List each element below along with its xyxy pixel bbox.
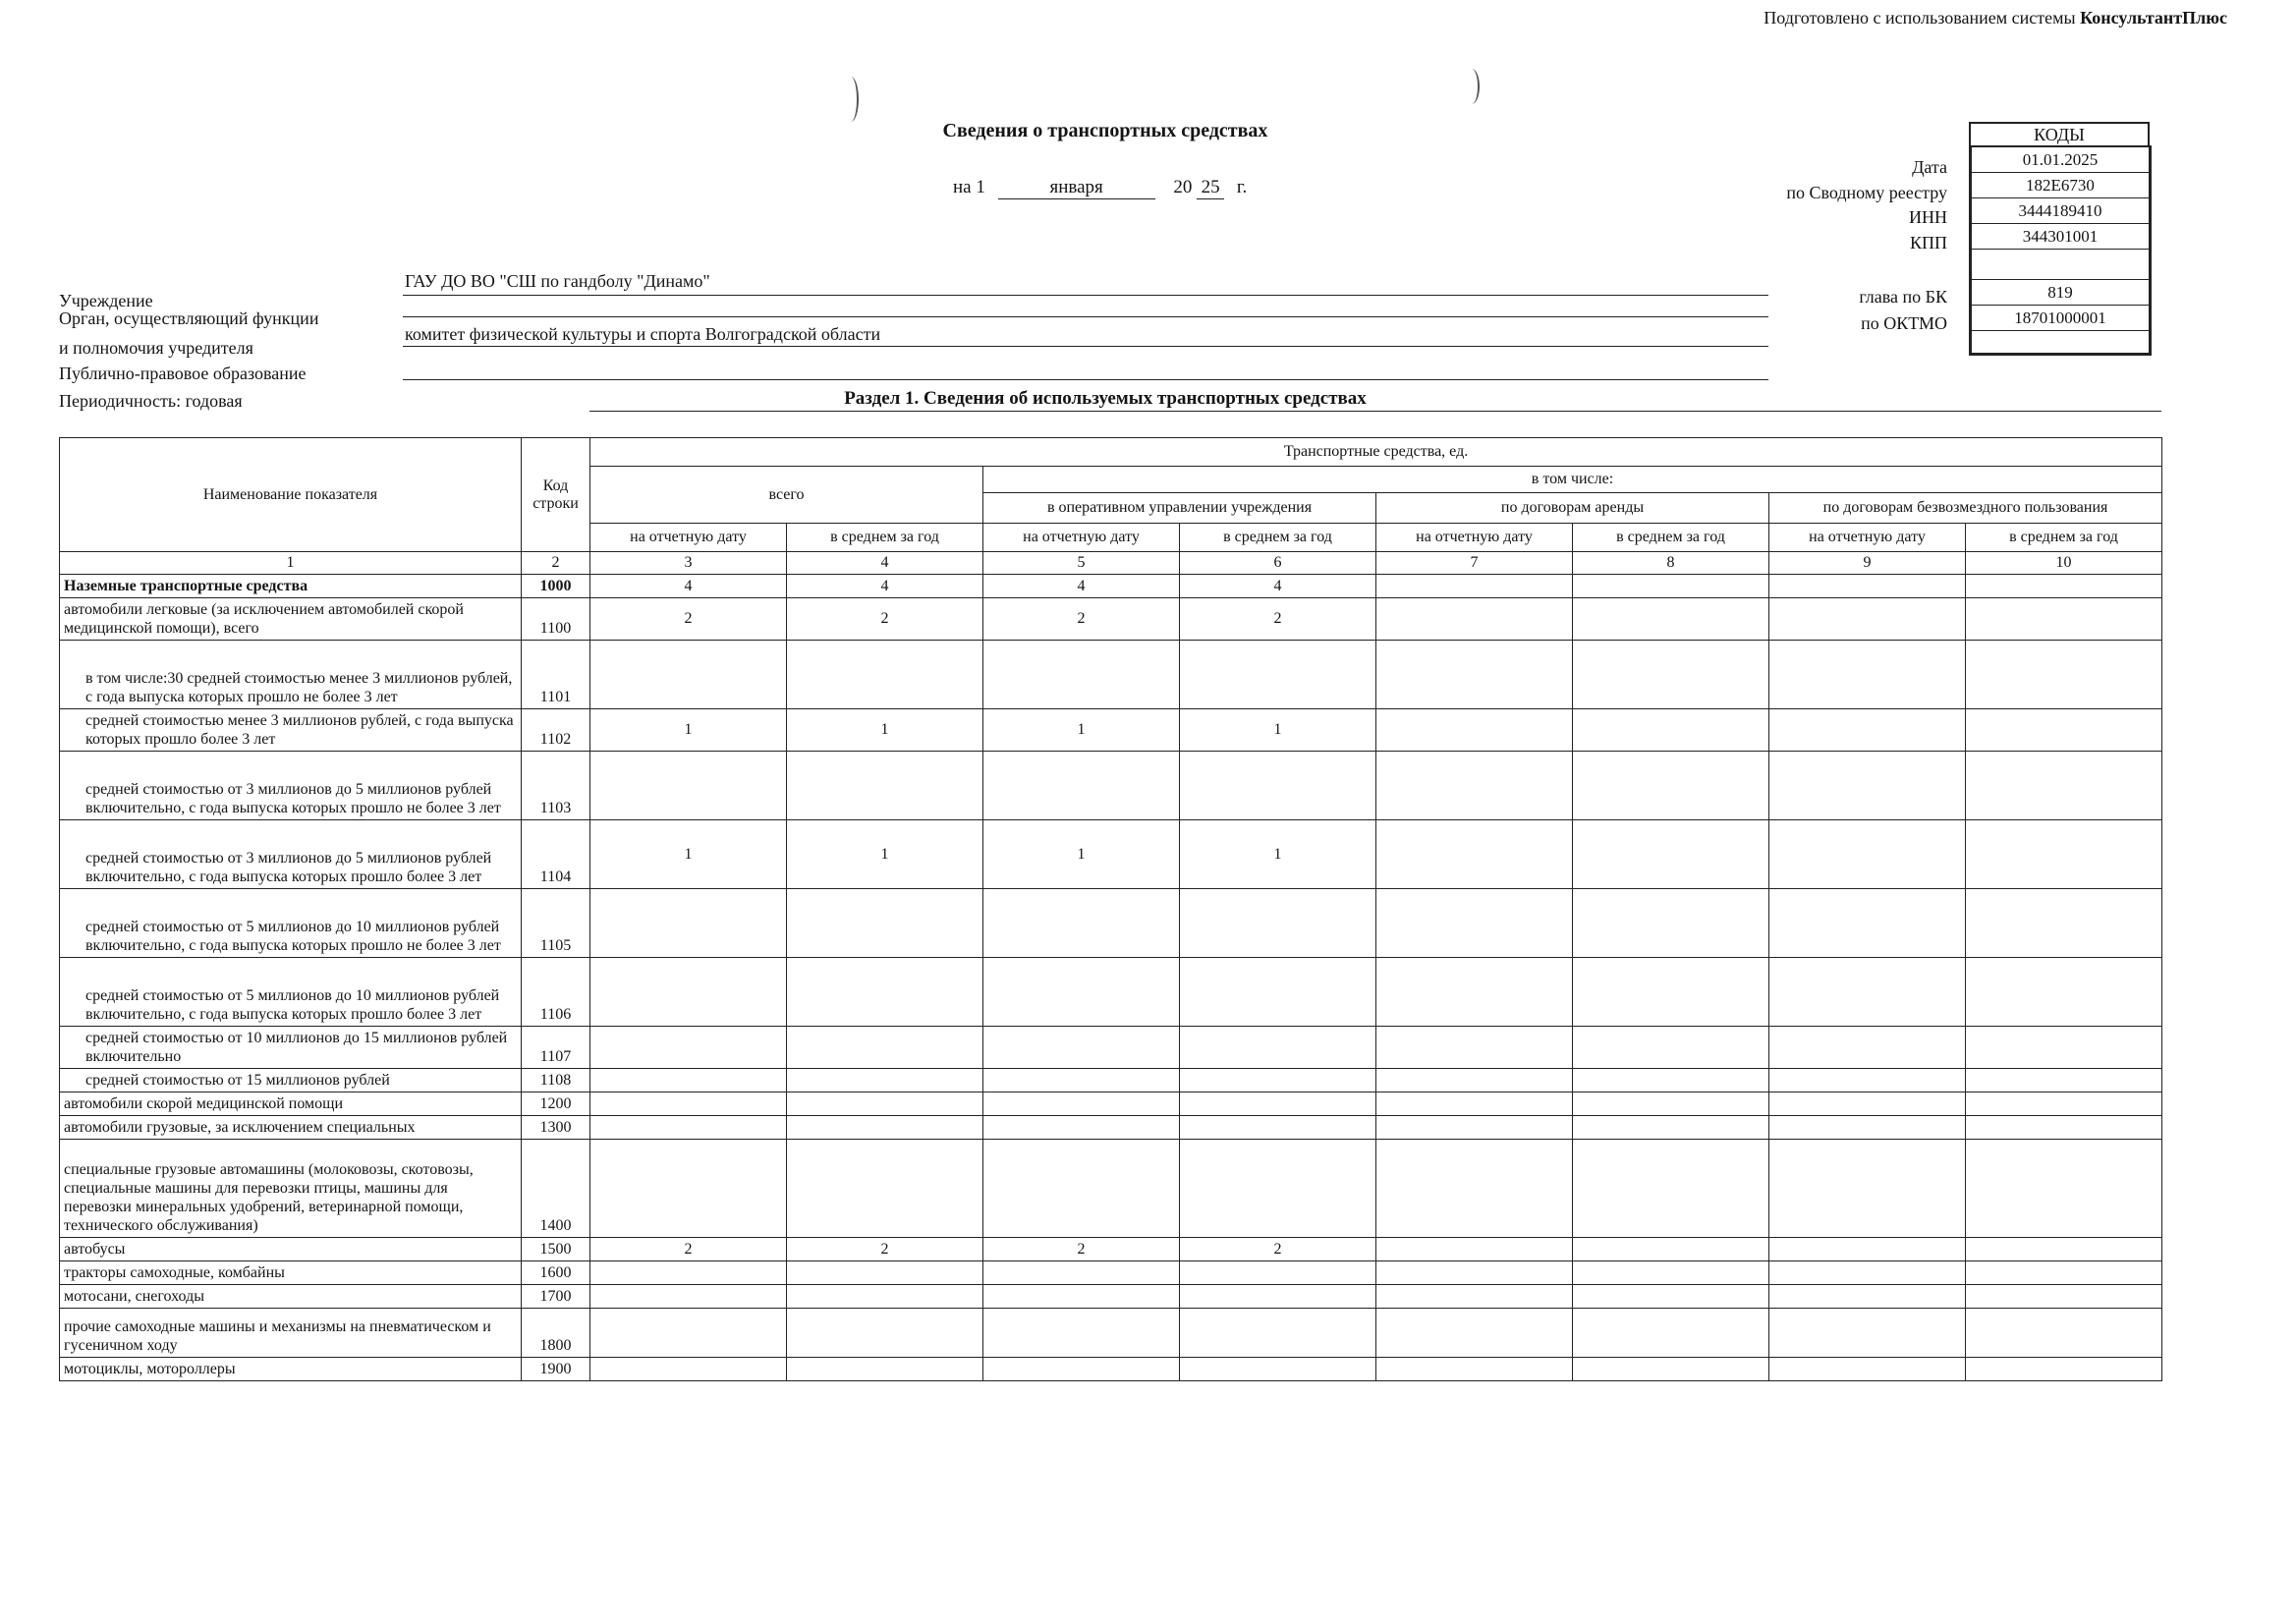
row-value-col-5: 4 xyxy=(983,575,1180,598)
col-num-9: 9 xyxy=(1769,552,1966,575)
row-value-col-6: 4 xyxy=(1180,575,1376,598)
row-value-col-10 xyxy=(1966,1285,2162,1309)
col-num-1: 1 xyxy=(60,552,522,575)
row-value-col-6 xyxy=(1180,641,1376,709)
row-value-col-5 xyxy=(983,1261,1180,1285)
row-value-col-6 xyxy=(1180,1358,1376,1381)
row-value-col-8 xyxy=(1573,1285,1769,1309)
date-prefix: на 1 xyxy=(953,177,985,197)
row-value-col-5 xyxy=(983,1069,1180,1092)
date-year-prefix: 20 xyxy=(1173,177,1193,197)
row-name: Наземные транспортные средства xyxy=(60,575,522,598)
code-oktmo-value: 18701000001 xyxy=(1972,306,2149,331)
row-name: мотосани, снегоходы xyxy=(60,1285,522,1309)
uchrezhdenie-value: ГАУ ДО ВО "СШ по гандболу "Динамо" xyxy=(405,271,710,291)
row-value-col-6 xyxy=(1180,1140,1376,1238)
table-row xyxy=(60,641,2162,709)
row-value-col-7 xyxy=(1376,575,1573,598)
row-value-col-5 xyxy=(983,958,1180,1027)
row-value-col-10 xyxy=(1966,1140,2162,1238)
row-value-col-6 xyxy=(1180,1092,1376,1116)
prepared-note xyxy=(1764,8,2227,28)
row-value-col-7 xyxy=(1376,958,1573,1027)
header-transport: Транспортные средства, ед. xyxy=(590,438,2162,467)
table-row xyxy=(60,598,2162,641)
row-code: 1300 xyxy=(522,1116,590,1140)
row-value-col-3 xyxy=(590,889,787,958)
row-code: 1104 xyxy=(522,820,590,889)
row-value-col-8 xyxy=(1573,598,1769,641)
codes-box xyxy=(1969,145,2152,356)
table-body xyxy=(60,575,2162,1381)
row-value-col-9 xyxy=(1769,820,1966,889)
periodicity-label: Периодичность: годовая xyxy=(59,391,243,411)
row-value-col-9 xyxy=(1769,1238,1966,1261)
row-name: в том числе:30 средней стоимостью менее 3 миллионов рублей, с года выпуска которых прошло не более 3 лет xyxy=(60,641,522,709)
code-blank-row xyxy=(1972,331,2149,353)
row-name: средней стоимостью менее 3 миллионов рублей, с года выпуска которых прошло более 3 лет xyxy=(60,709,522,752)
row-value-col-10 xyxy=(1966,1027,2162,1069)
table-row xyxy=(60,575,2162,598)
scan-mark-right xyxy=(1464,69,1480,104)
row-value-col-9 xyxy=(1769,709,1966,752)
row-value-col-4 xyxy=(787,1261,983,1285)
table-row xyxy=(60,1092,2162,1116)
organ-line-top xyxy=(403,316,1768,317)
scan-mark-left xyxy=(843,77,859,122)
row-value-col-6 xyxy=(1180,1116,1376,1140)
row-value-col-5 xyxy=(983,889,1180,958)
row-value-col-6 xyxy=(1180,1261,1376,1285)
table-row xyxy=(60,820,2162,889)
header-oper-na-datu: на отчетную дату xyxy=(983,524,1180,552)
row-value-col-5 xyxy=(983,641,1180,709)
row-value-col-7 xyxy=(1376,1358,1573,1381)
code-glava-label: глава по БК xyxy=(1859,287,1947,307)
row-value-col-5 xyxy=(983,1358,1180,1381)
row-value-col-8 xyxy=(1573,958,1769,1027)
row-code: 1105 xyxy=(522,889,590,958)
col-num-8: 8 xyxy=(1573,552,1769,575)
row-value-col-5 xyxy=(983,1092,1180,1116)
organ-label-1: Орган, осуществляющий функции xyxy=(59,308,319,328)
row-code: 1400 xyxy=(522,1140,590,1238)
col-num-7: 7 xyxy=(1376,552,1573,575)
col-num-10: 10 xyxy=(1966,552,2162,575)
row-value-col-10 xyxy=(1966,1238,2162,1261)
row-value-col-5 xyxy=(983,1027,1180,1069)
row-value-col-3 xyxy=(590,1092,787,1116)
row-name: тракторы самоходные, комбайны xyxy=(60,1261,522,1285)
row-value-col-10 xyxy=(1966,641,2162,709)
table-row xyxy=(60,1069,2162,1092)
row-value-col-5 xyxy=(983,1309,1180,1358)
table-row xyxy=(60,1140,2162,1238)
row-value-col-5: 1 xyxy=(983,820,1180,889)
row-value-col-10 xyxy=(1966,575,2162,598)
row-value-col-4: 1 xyxy=(787,820,983,889)
row-value-col-7 xyxy=(1376,889,1573,958)
row-name: мотоциклы, мотороллеры xyxy=(60,1358,522,1381)
row-value-col-8 xyxy=(1573,641,1769,709)
row-code: 1100 xyxy=(522,598,590,641)
header-name: Наименование показателя xyxy=(60,438,522,552)
document-title: Сведения о транспортных средствах xyxy=(942,120,1268,141)
code-reestr-label: по Сводному реестру xyxy=(1786,183,1947,202)
col-num-5: 5 xyxy=(983,552,1180,575)
row-value-col-3: 2 xyxy=(590,598,787,641)
uchrezhdenie-line xyxy=(403,295,1768,296)
prepared-prefix: Подготовлено с использованием системы xyxy=(1764,8,2076,28)
header-vsego-na-datu: на отчетную дату xyxy=(590,524,787,552)
table-row xyxy=(60,1358,2162,1381)
row-value-col-4 xyxy=(787,1140,983,1238)
header-vsego-srednee: в среднем за год xyxy=(787,524,983,552)
row-value-col-6 xyxy=(1180,958,1376,1027)
row-value-col-6: 1 xyxy=(1180,820,1376,889)
section-rule xyxy=(589,411,2161,412)
code-glava-value: 819 xyxy=(1972,280,2149,306)
row-value-col-3 xyxy=(590,1116,787,1140)
row-code: 1107 xyxy=(522,1027,590,1069)
row-name: средней стоимостью от 3 миллионов до 5 миллионов рублей включительно, с года выпуска которых прошло более 3 лет xyxy=(60,820,522,889)
row-value-col-9 xyxy=(1769,752,1966,820)
row-name: средней стоимостью от 3 миллионов до 5 миллионов рублей включительно, с года выпуска которых прошло не более 3 лет xyxy=(60,752,522,820)
consultant-brand: КонсультантПлюс xyxy=(2080,8,2227,28)
row-value-col-9 xyxy=(1769,889,1966,958)
row-value-col-8 xyxy=(1573,1092,1769,1116)
row-value-col-7 xyxy=(1376,752,1573,820)
row-value-col-7 xyxy=(1376,641,1573,709)
row-value-col-4: 1 xyxy=(787,709,983,752)
row-value-col-4 xyxy=(787,1116,983,1140)
row-value-col-8 xyxy=(1573,752,1769,820)
header-oper-srednee: в среднем за год xyxy=(1180,524,1376,552)
row-value-col-10 xyxy=(1966,820,2162,889)
row-code: 1500 xyxy=(522,1238,590,1261)
row-code: 1103 xyxy=(522,752,590,820)
row-value-col-5: 2 xyxy=(983,598,1180,641)
organ-value: комитет физической культуры и спорта Волгоградской области xyxy=(405,324,881,344)
row-value-col-6 xyxy=(1180,1027,1376,1069)
row-value-col-4 xyxy=(787,1358,983,1381)
row-value-col-8 xyxy=(1573,1069,1769,1092)
row-name: автобусы xyxy=(60,1238,522,1261)
row-name: средней стоимостью от 10 миллионов до 15 миллионов рублей включительно xyxy=(60,1027,522,1069)
row-value-col-3 xyxy=(590,1358,787,1381)
row-value-col-8 xyxy=(1573,1116,1769,1140)
row-value-col-4 xyxy=(787,1092,983,1116)
row-value-col-10 xyxy=(1966,709,2162,752)
date-suffix: г. xyxy=(1236,177,1248,197)
row-value-col-3 xyxy=(590,1309,787,1358)
row-value-col-8 xyxy=(1573,1309,1769,1358)
table-row xyxy=(60,752,2162,820)
row-value-col-9 xyxy=(1769,958,1966,1027)
row-value-col-8 xyxy=(1573,1358,1769,1381)
row-value-col-9 xyxy=(1769,1116,1966,1140)
col-num-3: 3 xyxy=(590,552,787,575)
table-row xyxy=(60,958,2162,1027)
header-code: Код строки xyxy=(522,438,590,552)
row-value-col-6 xyxy=(1180,752,1376,820)
row-value-col-7 xyxy=(1376,1309,1573,1358)
header-bezvozm: по договорам безвозмездного пользования xyxy=(1769,493,2162,524)
row-value-col-4: 4 xyxy=(787,575,983,598)
table-row xyxy=(60,889,2162,958)
header-arenda-na-datu: на отчетную дату xyxy=(1376,524,1573,552)
row-value-col-10 xyxy=(1966,1261,2162,1285)
row-value-col-3 xyxy=(590,958,787,1027)
row-value-col-9 xyxy=(1769,1069,1966,1092)
row-name: средней стоимостью от 15 миллионов рублей xyxy=(60,1069,522,1092)
row-value-col-7 xyxy=(1376,820,1573,889)
row-value-col-6: 2 xyxy=(1180,598,1376,641)
code-inn-label: ИНН xyxy=(1909,207,1947,227)
row-value-col-3: 2 xyxy=(590,1238,787,1261)
row-code: 1101 xyxy=(522,641,590,709)
row-value-col-7 xyxy=(1376,1092,1573,1116)
row-value-col-10 xyxy=(1966,958,2162,1027)
row-value-col-4 xyxy=(787,958,983,1027)
table-row xyxy=(60,1238,2162,1261)
row-value-col-10 xyxy=(1966,1309,2162,1358)
col-num-4: 4 xyxy=(787,552,983,575)
header-bezvozm-srednee: в среднем за год xyxy=(1966,524,2162,552)
row-value-col-3: 4 xyxy=(590,575,787,598)
row-value-col-4 xyxy=(787,641,983,709)
row-value-col-3: 1 xyxy=(590,709,787,752)
row-value-col-9 xyxy=(1769,1285,1966,1309)
row-code: 1200 xyxy=(522,1092,590,1116)
date-year: 25 xyxy=(1197,177,1224,199)
row-name: автомобили скорой медицинской помощи xyxy=(60,1092,522,1116)
table-row xyxy=(60,1116,2162,1140)
row-value-col-5 xyxy=(983,1116,1180,1140)
code-date-value: 01.01.2025 xyxy=(1972,147,2149,173)
code-kpp-label: КПП xyxy=(1909,233,1947,252)
row-value-col-7 xyxy=(1376,1238,1573,1261)
row-value-col-8 xyxy=(1573,709,1769,752)
row-value-col-9 xyxy=(1769,1261,1966,1285)
code-reestr-value: 182E6730 xyxy=(1972,173,2149,198)
code-kpp-value: 344301001 xyxy=(1972,224,2149,250)
row-value-col-7 xyxy=(1376,1069,1573,1092)
row-name: средней стоимостью от 5 миллионов до 10 миллионов рублей включительно, с года выпуска которых прошло не более 3 лет xyxy=(60,889,522,958)
row-code: 1600 xyxy=(522,1261,590,1285)
row-code: 1000 xyxy=(522,575,590,598)
row-value-col-7 xyxy=(1376,709,1573,752)
row-value-col-4 xyxy=(787,1309,983,1358)
row-value-col-4 xyxy=(787,1069,983,1092)
row-value-col-8 xyxy=(1573,1238,1769,1261)
row-value-col-5: 2 xyxy=(983,1238,1180,1261)
ppo-label: Публично-правовое образование xyxy=(59,364,307,383)
codes-title: КОДЫ xyxy=(1969,122,2150,147)
code-date-label: Дата xyxy=(1912,157,1947,177)
table-row xyxy=(60,1261,2162,1285)
row-value-col-6 xyxy=(1180,1309,1376,1358)
row-value-col-6 xyxy=(1180,1069,1376,1092)
row-code: 1102 xyxy=(522,709,590,752)
row-code: 1108 xyxy=(522,1069,590,1092)
ppo-line xyxy=(403,379,1768,380)
row-value-col-3 xyxy=(590,1140,787,1238)
row-value-col-9 xyxy=(1769,1092,1966,1116)
header-bezvozm-na-datu: на отчетную дату xyxy=(1769,524,1966,552)
header-arenda-srednee: в среднем за год xyxy=(1573,524,1769,552)
row-value-col-10 xyxy=(1966,1069,2162,1092)
row-value-col-8 xyxy=(1573,575,1769,598)
row-name: автомобили легковые (за исключением автомобилей скорой медицинской помощи), всего xyxy=(60,598,522,641)
transport-table xyxy=(59,437,2162,1381)
row-value-col-4 xyxy=(787,889,983,958)
row-value-col-3 xyxy=(590,1027,787,1069)
organ-label-2: и полномочия учредителя xyxy=(59,338,253,358)
row-value-col-10 xyxy=(1966,598,2162,641)
row-value-col-3 xyxy=(590,1261,787,1285)
row-value-col-6: 2 xyxy=(1180,1238,1376,1261)
uchrezhdenie-label: Учреждение xyxy=(59,291,153,310)
header-v-tom-chisle: в том числе: xyxy=(983,467,2162,493)
row-value-col-10 xyxy=(1966,752,2162,820)
row-value-col-7 xyxy=(1376,1027,1573,1069)
row-value-col-3 xyxy=(590,1069,787,1092)
table-row xyxy=(60,1027,2162,1069)
row-value-col-3: 1 xyxy=(590,820,787,889)
row-value-col-10 xyxy=(1966,1358,2162,1381)
row-value-col-9 xyxy=(1769,1309,1966,1358)
row-name: автомобили грузовые, за исключением специальных xyxy=(60,1116,522,1140)
row-value-col-4 xyxy=(787,1285,983,1309)
organ-line xyxy=(403,346,1768,347)
row-value-col-9 xyxy=(1769,641,1966,709)
row-value-col-6 xyxy=(1180,889,1376,958)
row-code: 1800 xyxy=(522,1309,590,1358)
row-value-col-8 xyxy=(1573,1027,1769,1069)
row-value-col-8 xyxy=(1573,820,1769,889)
row-value-col-8 xyxy=(1573,889,1769,958)
row-code: 1106 xyxy=(522,958,590,1027)
row-value-col-7 xyxy=(1376,1116,1573,1140)
row-value-col-9 xyxy=(1769,575,1966,598)
table-row xyxy=(60,709,2162,752)
row-value-col-5 xyxy=(983,752,1180,820)
row-value-col-3 xyxy=(590,641,787,709)
row-value-col-6: 1 xyxy=(1180,709,1376,752)
row-value-col-7 xyxy=(1376,1140,1573,1238)
code-inn-value: 3444189410 xyxy=(1972,198,2149,224)
row-value-col-8 xyxy=(1573,1140,1769,1238)
row-value-col-8 xyxy=(1573,1261,1769,1285)
row-value-col-5 xyxy=(983,1285,1180,1309)
row-name: специальные грузовые автомашины (молоковозы, скотовозы, специальные машины для перевозки птицы, машины для перевозки минеральных удобрений, ветеринарной помощи, технического обслуживания) xyxy=(60,1140,522,1238)
row-value-col-4 xyxy=(787,752,983,820)
code-empty-row xyxy=(1972,250,2149,280)
row-name: прочие самоходные машины и механизмы на пневматическом и гусеничном ходу xyxy=(60,1309,522,1358)
header-oper: в оперативном управлении учреждения xyxy=(983,493,1376,524)
row-value-col-9 xyxy=(1769,1140,1966,1238)
table-row xyxy=(60,1285,2162,1309)
row-value-col-10 xyxy=(1966,1092,2162,1116)
col-num-6: 6 xyxy=(1180,552,1376,575)
table-row xyxy=(60,1309,2162,1358)
col-num-2: 2 xyxy=(522,552,590,575)
row-value-col-7 xyxy=(1376,598,1573,641)
row-value-col-10 xyxy=(1966,889,2162,958)
section-title: Раздел 1. Сведения об используемых транспортных средствах xyxy=(844,388,1367,409)
row-value-col-9 xyxy=(1769,598,1966,641)
row-value-col-4 xyxy=(787,1027,983,1069)
row-code: 1700 xyxy=(522,1285,590,1309)
row-value-col-7 xyxy=(1376,1261,1573,1285)
row-value-col-3 xyxy=(590,752,787,820)
row-value-col-9 xyxy=(1769,1358,1966,1381)
row-value-col-9 xyxy=(1769,1027,1966,1069)
date-month: января xyxy=(998,177,1155,199)
header-vsego: всего xyxy=(590,467,983,524)
row-value-col-4: 2 xyxy=(787,1238,983,1261)
row-value-col-6 xyxy=(1180,1285,1376,1309)
row-value-col-10 xyxy=(1966,1116,2162,1140)
report-date-line xyxy=(953,177,1247,199)
row-value-col-5 xyxy=(983,1140,1180,1238)
row-value-col-5: 1 xyxy=(983,709,1180,752)
header-arenda: по договорам аренды xyxy=(1376,493,1769,524)
row-value-col-7 xyxy=(1376,1285,1573,1309)
row-name: средней стоимостью от 5 миллионов до 10 миллионов рублей включительно, с года выпуска которых прошло более 3 лет xyxy=(60,958,522,1027)
row-value-col-3 xyxy=(590,1285,787,1309)
row-value-col-4: 2 xyxy=(787,598,983,641)
code-oktmo-label: по ОКТМО xyxy=(1861,313,1947,333)
row-code: 1900 xyxy=(522,1358,590,1381)
